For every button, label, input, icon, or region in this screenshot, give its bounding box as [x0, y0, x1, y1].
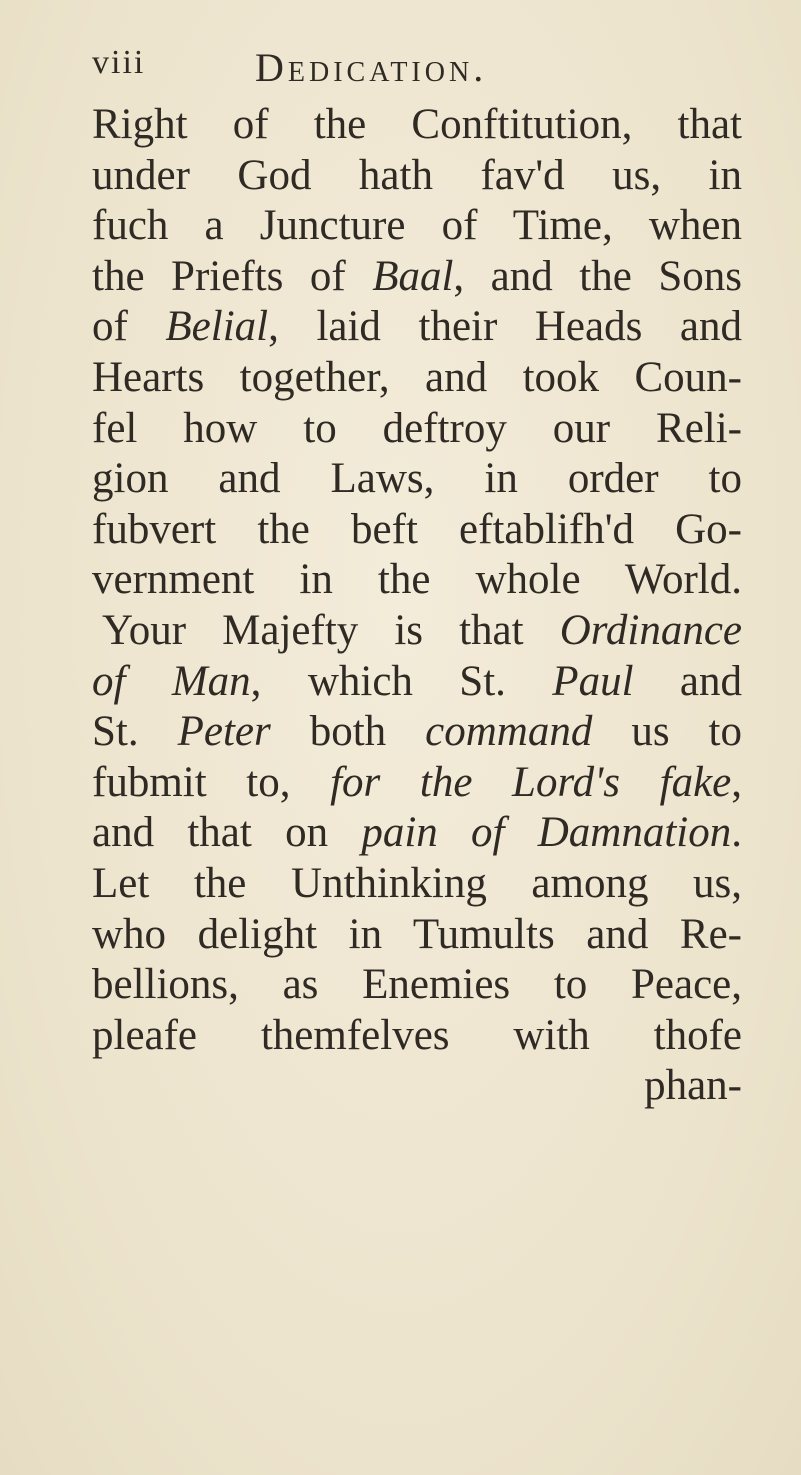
- text-segment: gion and Laws, in order to: [92, 455, 742, 503]
- text-line: [92, 859, 742, 910]
- text-segment: Hearts together, and took Coun-: [92, 353, 742, 401]
- text-line: [92, 302, 742, 353]
- text-segment: phan-: [644, 1062, 742, 1110]
- body-text: [92, 100, 742, 1112]
- text-segment: , laid their Heads and: [268, 303, 742, 351]
- text-line: [92, 657, 742, 708]
- text-line: [92, 151, 742, 202]
- italic-text: Baal: [372, 252, 454, 300]
- italic-text: Ordinance: [559, 606, 742, 654]
- text-line: [92, 353, 742, 404]
- text-line: [92, 808, 742, 859]
- text-segment: fubvert the beft eftablifh'd Go-: [92, 505, 742, 553]
- text-segment: Your Majefty is that: [102, 606, 560, 654]
- page-number: viii: [92, 44, 146, 81]
- text-segment: who delight in Tumults and Re-: [92, 910, 742, 958]
- italic-text: command: [425, 708, 593, 756]
- italic-text: of Man: [92, 657, 251, 705]
- text-segment: under God hath fav'd us, in: [92, 151, 742, 199]
- italic-text: for the Lord's fake: [330, 758, 732, 806]
- text-segment: bellions, as Enemies to Peace,: [92, 961, 742, 1009]
- text-segment: both: [270, 708, 426, 756]
- text-line: [92, 606, 742, 657]
- text-line: [92, 100, 742, 151]
- text-line: [92, 960, 742, 1011]
- text-line: [92, 505, 742, 556]
- text-line: [92, 252, 742, 303]
- text-segment: , which St.: [250, 657, 553, 705]
- text-segment: , and the Sons: [453, 252, 742, 300]
- text-line: [92, 201, 742, 252]
- text-segment: and that on: [92, 809, 362, 857]
- running-head: Dedication.: [255, 45, 488, 90]
- page-header: [92, 44, 732, 92]
- text-line: [92, 454, 742, 505]
- text-segment: fuch a Juncture of Time, when: [92, 202, 742, 250]
- text-line: [92, 1061, 742, 1112]
- text-segment: us to: [592, 708, 742, 756]
- text-segment: fel how to deftroy our Reli-: [92, 404, 742, 452]
- text-line: [92, 910, 742, 961]
- text-segment: Right of the Conftitution, that: [92, 101, 742, 148]
- text-segment: and: [633, 657, 742, 705]
- text-line: [92, 555, 742, 606]
- text-segment: ,: [731, 758, 742, 806]
- text-segment: St.: [92, 708, 178, 756]
- text-segment: the Priefts of: [92, 252, 373, 300]
- text-line: [92, 758, 742, 809]
- text-line: [92, 404, 742, 455]
- text-segment: Let the Unthinking among us,: [92, 859, 742, 907]
- italic-text: Belial: [165, 303, 269, 351]
- text-segment: pleafe themfelves with thofe: [92, 1011, 742, 1059]
- italic-text: Peter: [177, 708, 271, 756]
- text-line: [92, 1011, 742, 1062]
- italic-text: Paul: [552, 657, 634, 705]
- text-segment: .: [731, 809, 742, 857]
- text-segment: of: [92, 303, 166, 351]
- text-line: [92, 707, 742, 758]
- italic-text: pain of Damnation: [361, 809, 732, 857]
- text-segment: vernment in the whole World.: [92, 556, 742, 604]
- text-segment: fubmit to,: [92, 758, 331, 806]
